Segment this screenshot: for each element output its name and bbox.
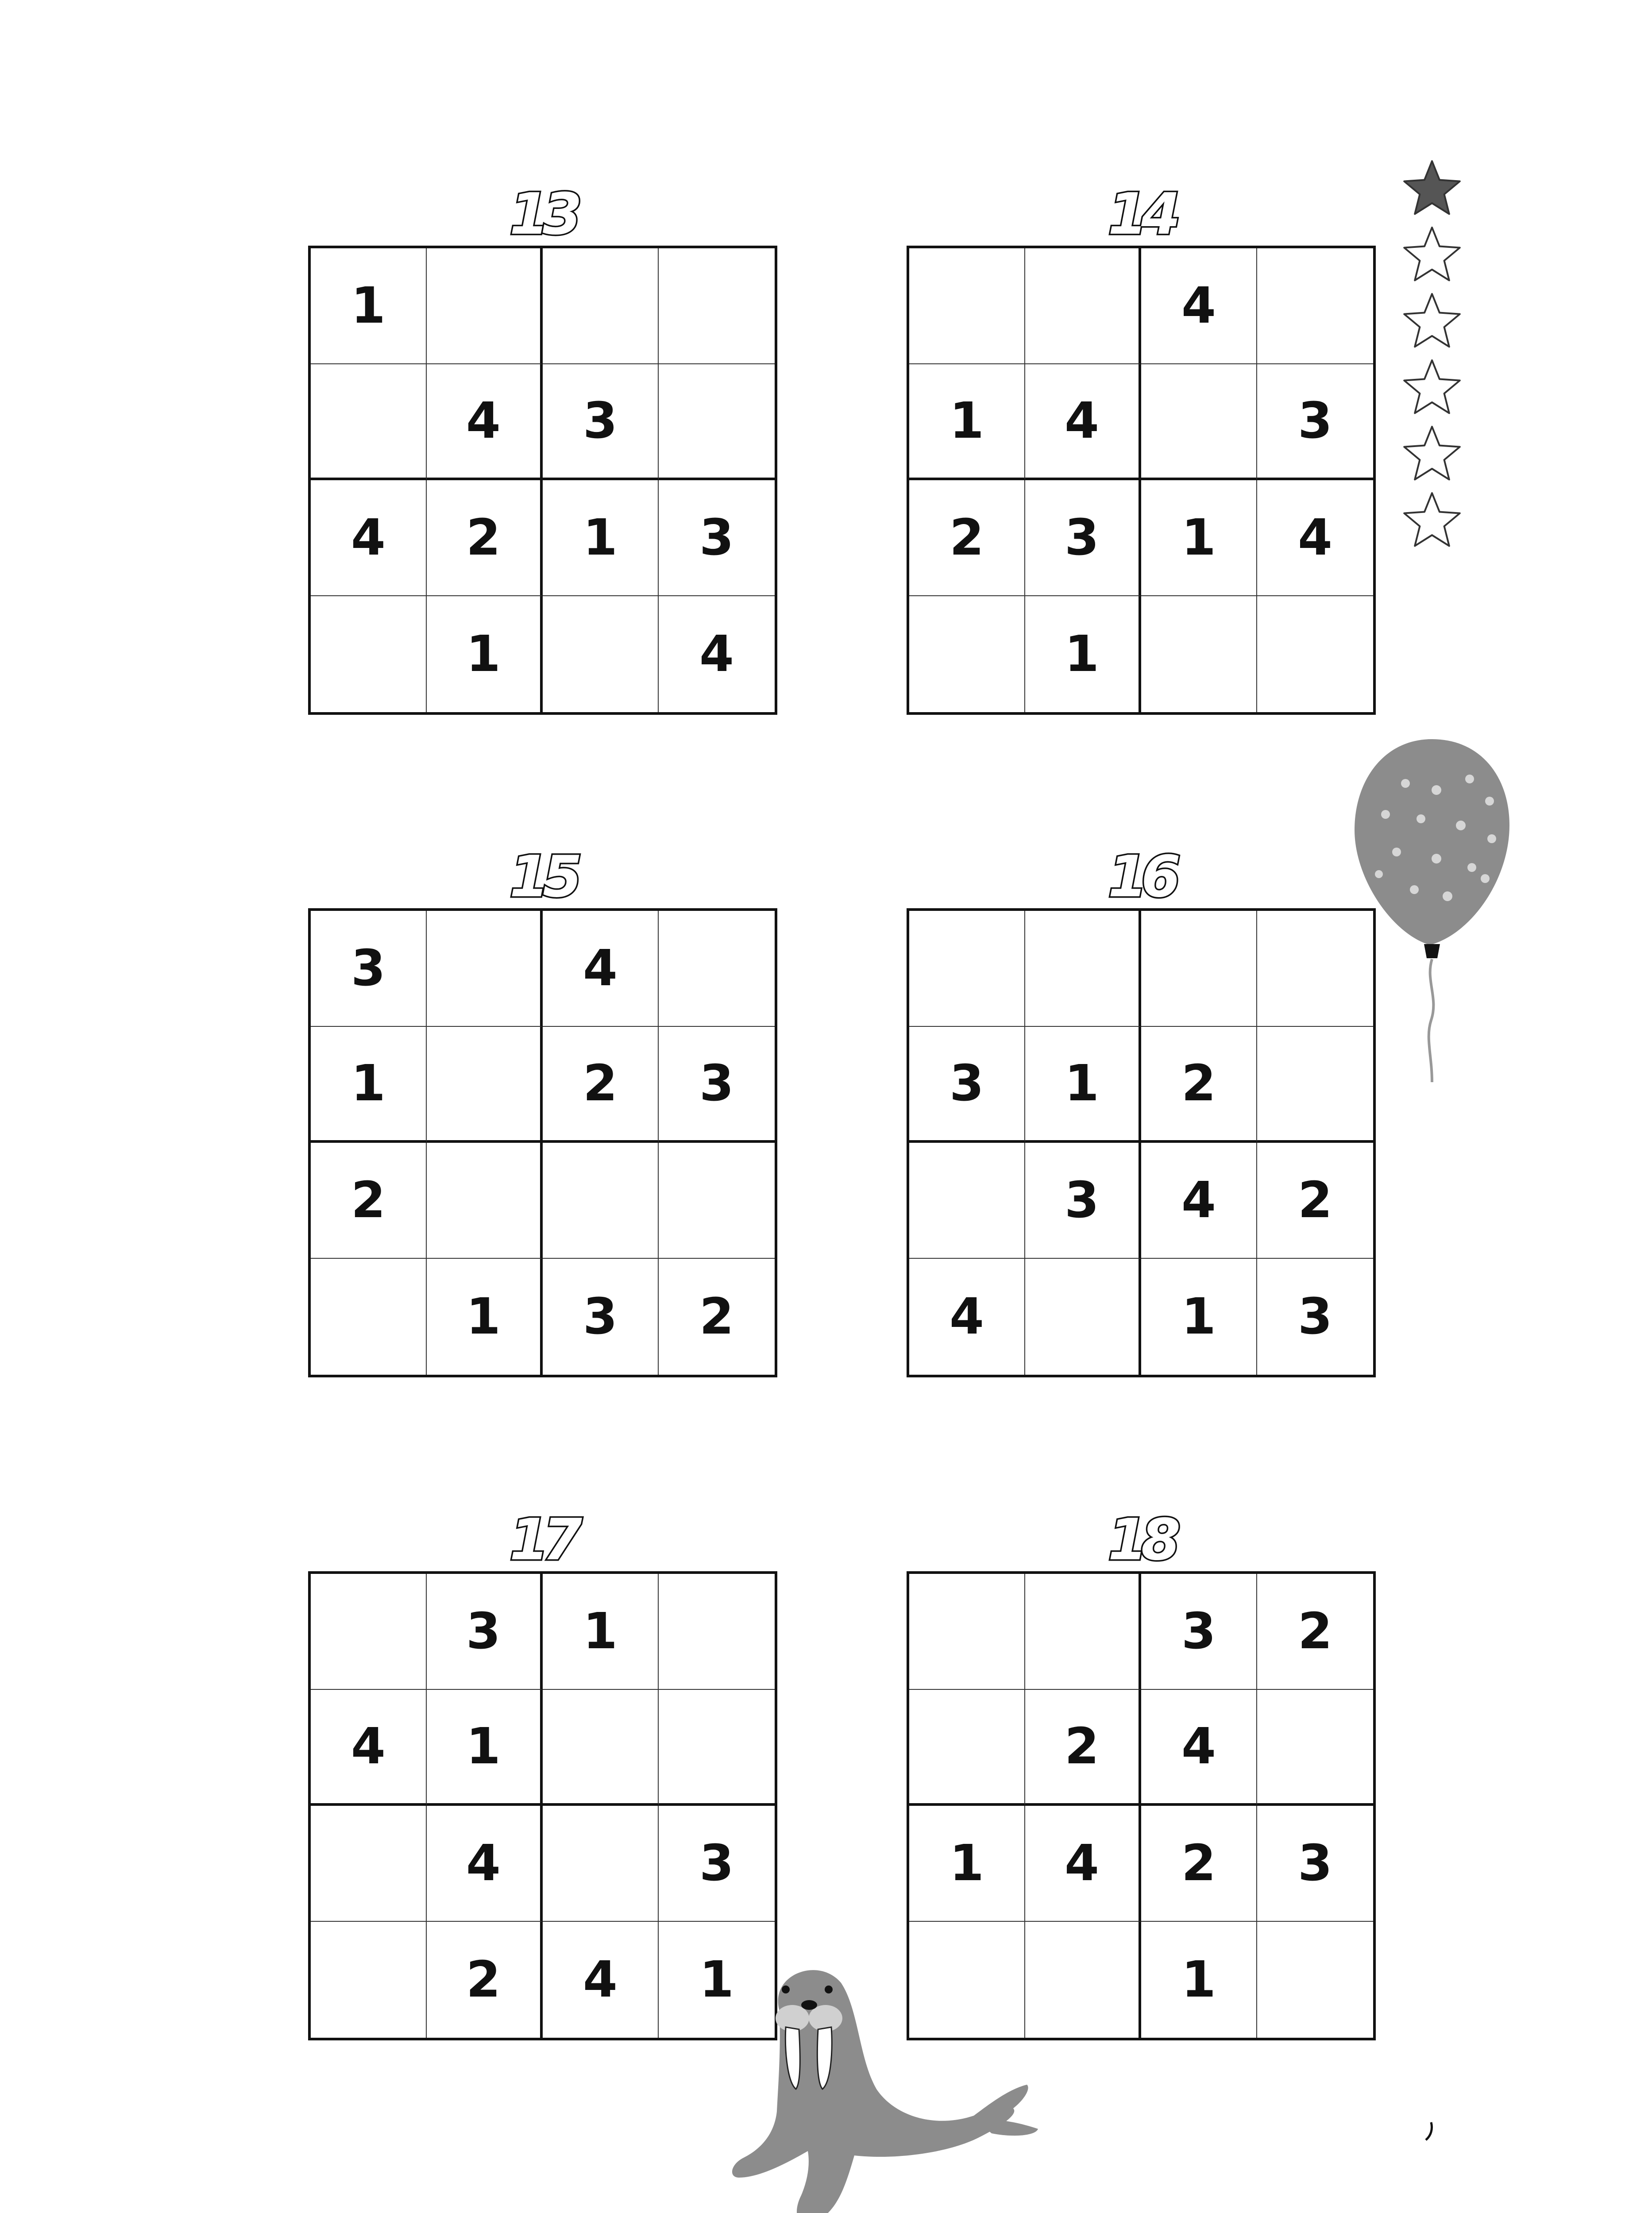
grid-cell[interactable] xyxy=(311,1922,427,2038)
grid-cell[interactable]: 3 xyxy=(311,911,427,1027)
grid-cell[interactable]: 3 xyxy=(1257,364,1373,480)
grid-cell[interactable] xyxy=(1257,248,1373,364)
grid-cell[interactable]: 2 xyxy=(1257,1143,1373,1259)
sudoku-grid xyxy=(308,246,777,715)
grid-cell[interactable]: 4 xyxy=(1141,1143,1257,1259)
grid-cell[interactable]: 2 xyxy=(427,480,543,596)
grid-cell[interactable]: 3 xyxy=(909,1027,1025,1143)
grid-cell[interactable] xyxy=(543,248,659,364)
grid-cell[interactable] xyxy=(659,1690,775,1806)
grid-cell[interactable]: 1 xyxy=(1141,1922,1257,2038)
grid-cell[interactable] xyxy=(909,596,1025,712)
grid-cell[interactable] xyxy=(659,911,775,1027)
sudoku-grid xyxy=(308,1571,777,2040)
grid-cell[interactable] xyxy=(1025,911,1141,1027)
grid-cell[interactable]: 1 xyxy=(427,1259,543,1375)
grid-cell[interactable]: 4 xyxy=(543,911,659,1027)
grid-cell[interactable] xyxy=(1025,1259,1141,1375)
grid-cell[interactable]: 2 xyxy=(311,1143,427,1259)
grid-cell[interactable] xyxy=(311,1806,427,1922)
grid-cell[interactable] xyxy=(543,1690,659,1806)
grid-cell[interactable] xyxy=(1257,596,1373,712)
star-empty-icon xyxy=(1399,487,1465,553)
star-empty-icon xyxy=(1399,221,1465,288)
grid-cell[interactable]: 2 xyxy=(1141,1027,1257,1143)
grid-cell[interactable] xyxy=(909,1574,1025,1690)
grid-cell[interactable] xyxy=(311,364,427,480)
grid-cell[interactable] xyxy=(427,248,543,364)
grid-cell[interactable] xyxy=(659,248,775,364)
sudoku-grid xyxy=(907,908,1376,1377)
grid-cell[interactable]: 1 xyxy=(909,1806,1025,1922)
grid-cell[interactable] xyxy=(1257,1690,1373,1806)
grid-cell[interactable] xyxy=(909,1690,1025,1806)
grid-cell[interactable] xyxy=(1257,1922,1373,2038)
grid-cell[interactable]: 3 xyxy=(543,1259,659,1375)
grid-cell[interactable]: 1 xyxy=(1141,480,1257,596)
walrus-icon xyxy=(726,1956,1045,2213)
grid-cell[interactable]: 2 xyxy=(427,1922,543,2038)
grid-cell[interactable] xyxy=(909,911,1025,1027)
grid-cell[interactable] xyxy=(543,596,659,712)
star-empty-icon xyxy=(1399,288,1465,354)
sudoku-grid xyxy=(308,908,777,1377)
grid-cell[interactable]: 3 xyxy=(659,1806,775,1922)
grid-cell[interactable]: 3 xyxy=(1257,1806,1373,1922)
grid-cell[interactable]: 3 xyxy=(659,1027,775,1143)
puzzle-number: 16 xyxy=(1108,844,1175,910)
star-empty-icon xyxy=(1399,354,1465,420)
star-empty-icon xyxy=(1399,420,1465,487)
puzzle-number: 15 xyxy=(509,844,576,910)
grid-cell[interactable]: 4 xyxy=(311,480,427,596)
grid-cell[interactable]: 1 xyxy=(1141,1259,1257,1375)
grid-cell[interactable]: 4 xyxy=(427,1806,543,1922)
grid-cell[interactable]: 2 xyxy=(543,1027,659,1143)
grid-cell[interactable]: 3 xyxy=(543,364,659,480)
grid-cell[interactable] xyxy=(909,248,1025,364)
grid-cell[interactable] xyxy=(311,1574,427,1690)
grid-cell[interactable]: 1 xyxy=(311,1027,427,1143)
grid-cell[interactable]: 4 xyxy=(1025,1806,1141,1922)
grid-cell[interactable]: 4 xyxy=(1141,248,1257,364)
star-filled-icon xyxy=(1399,155,1465,221)
grid-cell[interactable]: 3 xyxy=(1141,1574,1257,1690)
grid-cell[interactable] xyxy=(659,1143,775,1259)
grid-cell[interactable]: 1 xyxy=(1025,596,1141,712)
grid-cell[interactable] xyxy=(427,1143,543,1259)
grid-cell[interactable]: 3 xyxy=(1298,1288,1332,1346)
grid-cell[interactable]: 3 xyxy=(427,1574,543,1690)
grid-cell[interactable]: 4 xyxy=(1025,364,1141,480)
grid-cell[interactable] xyxy=(1025,248,1141,364)
grid-cell[interactable]: 4 xyxy=(311,1690,427,1806)
grid-cell[interactable] xyxy=(427,911,543,1027)
puzzle-number: 17 xyxy=(509,1507,576,1573)
grid-cell[interactable] xyxy=(427,1027,543,1143)
grid-cell[interactable] xyxy=(1141,911,1257,1027)
grid-cell[interactable]: 2 xyxy=(1025,1690,1141,1806)
grid-cell[interactable]: 4 xyxy=(543,1922,659,2038)
grid-cell[interactable]: 2 xyxy=(909,480,1025,596)
grid-cell[interactable]: 2 xyxy=(699,1288,734,1346)
grid-cell[interactable] xyxy=(311,596,427,712)
grid-cell[interactable]: 4 xyxy=(1257,480,1373,596)
puzzle-number: 14 xyxy=(1108,181,1175,247)
grid-cell[interactable] xyxy=(1141,596,1257,712)
grid-cell[interactable]: 4 xyxy=(909,1259,1025,1375)
grid-cell[interactable]: 3 xyxy=(1025,1143,1141,1259)
grid-cell[interactable]: 2 xyxy=(1257,1574,1373,1690)
ink-mark xyxy=(1423,2120,1436,2142)
grid-cell[interactable] xyxy=(1025,1574,1141,1690)
puzzle-number: 13 xyxy=(509,181,576,247)
grid-cell[interactable] xyxy=(311,1259,427,1375)
grid-cell[interactable]: 1 xyxy=(909,364,1025,480)
grid-cell[interactable] xyxy=(659,1574,775,1690)
grid-cell[interactable]: 2 xyxy=(1141,1806,1257,1922)
difficulty-rating xyxy=(1399,155,1470,553)
grid-cell[interactable]: 1 xyxy=(1025,1027,1141,1143)
sudoku-grid xyxy=(907,246,1376,715)
grid-cell[interactable] xyxy=(543,1143,659,1259)
puzzle-number: 18 xyxy=(1108,1507,1175,1573)
grid-cell[interactable] xyxy=(543,1806,659,1922)
grid-cell[interactable]: 1 xyxy=(543,480,659,596)
grid-cell[interactable]: 1 xyxy=(427,1690,543,1806)
grid-cell[interactable]: 3 xyxy=(1025,480,1141,596)
grid-cell[interactable] xyxy=(1141,364,1257,480)
grid-cell[interactable]: 1 xyxy=(311,248,427,364)
grid-cell[interactable]: 1 xyxy=(699,1951,734,2009)
grid-cell[interactable]: 3 xyxy=(659,480,775,596)
grid-cell[interactable]: 4 xyxy=(427,364,543,480)
grid-cell[interactable]: 4 xyxy=(699,625,734,683)
grid-cell[interactable]: 4 xyxy=(1141,1690,1257,1806)
grid-cell[interactable] xyxy=(909,1143,1025,1259)
balloon-icon xyxy=(1343,733,1521,1087)
grid-cell[interactable] xyxy=(659,364,775,480)
grid-cell[interactable]: 1 xyxy=(427,596,543,712)
grid-cell[interactable]: 1 xyxy=(543,1574,659,1690)
